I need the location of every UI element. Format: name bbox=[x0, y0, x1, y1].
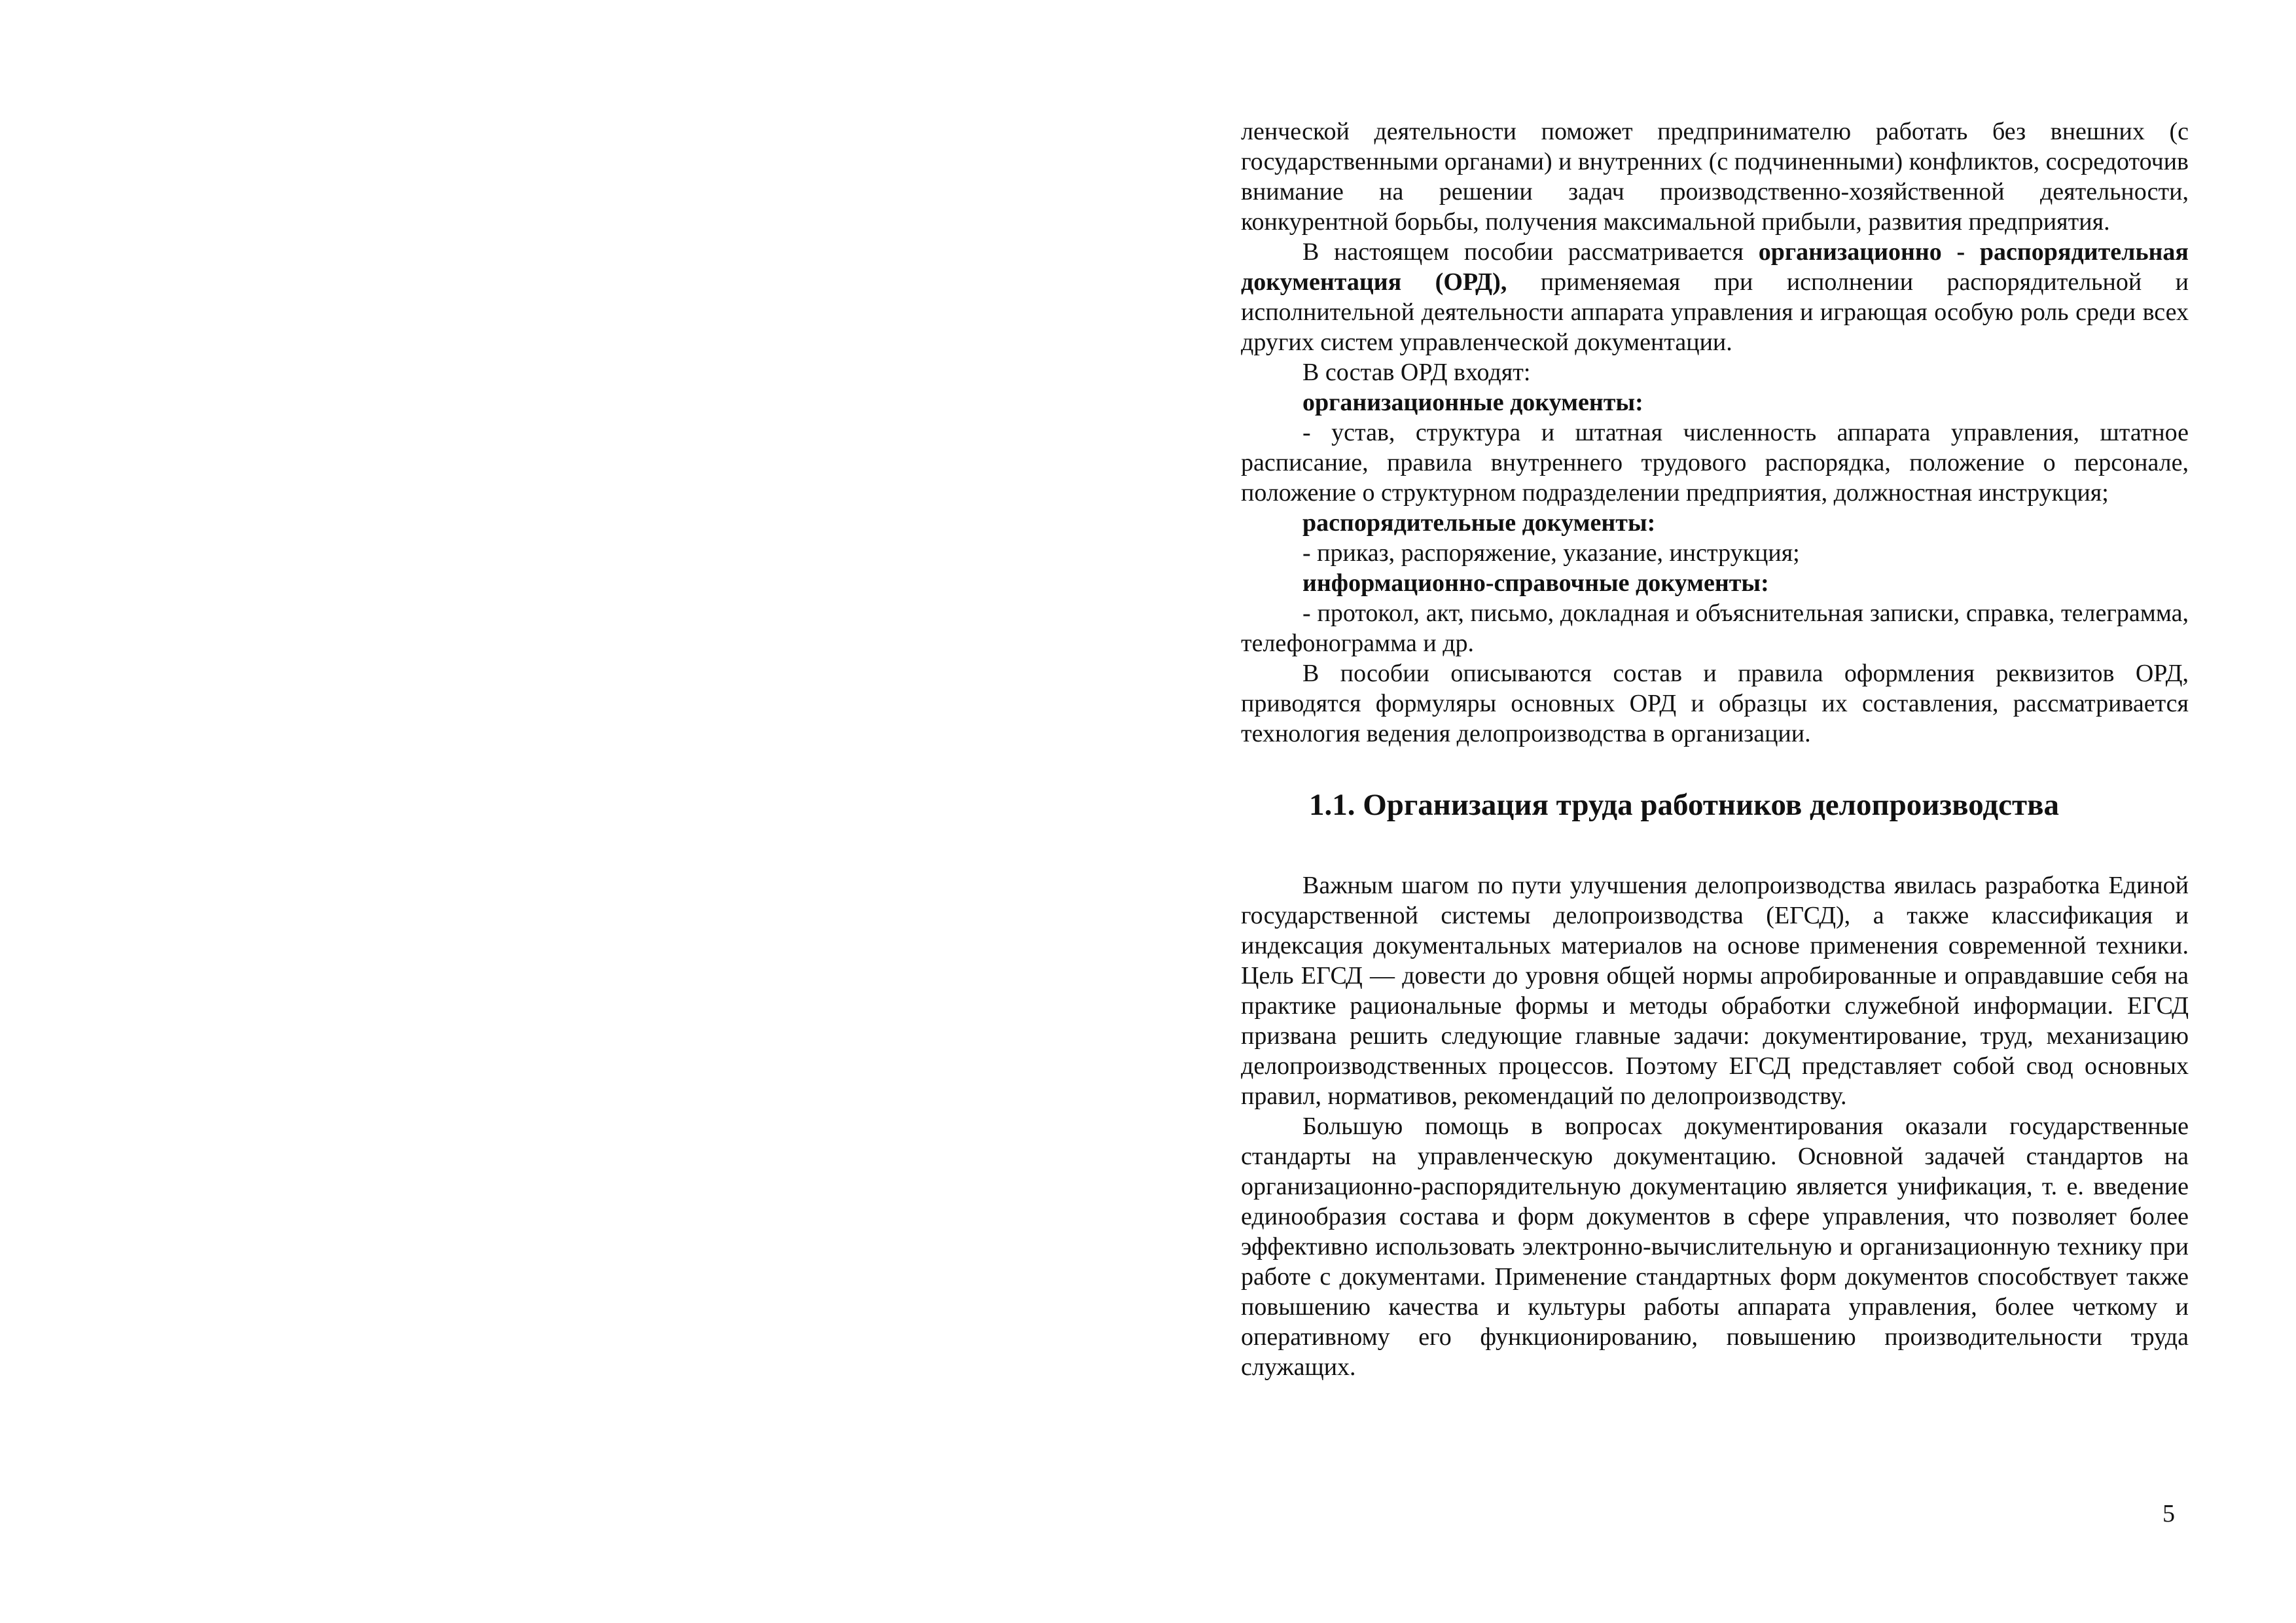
spacer bbox=[1241, 825, 2189, 870]
group-heading-organizational: организационные документы: bbox=[1302, 389, 1643, 416]
group-heading-informational: информационно-справочные документы: bbox=[1302, 569, 1769, 597]
intro-paragraph-2-prefix: В настоящем пособии рассматривается bbox=[1302, 238, 1759, 266]
section-title: 1.1. Организация труда работников делопроизводства bbox=[1309, 788, 2059, 822]
document-page bbox=[1241, 116, 2189, 1382]
page-number: 5 bbox=[2162, 1500, 2175, 1527]
group-items-administrative: - приказ, распоряжение, указание, инструкция; bbox=[1302, 539, 1800, 567]
ord-intro: В состав ОРД входят: bbox=[1302, 359, 1531, 386]
spacer bbox=[1241, 749, 2189, 785]
intro-paragraph-1: ленческой деятельности поможет предпринимателю работать без внешних (с государственными органами) и внутренних (с подчиненными) конфликтов, сосредоточив внимание на решении задач производственно-хозяйственной деятельности, конкурентной борьбы, получения максимальной прибыли, развития предприятия. bbox=[1241, 118, 2189, 236]
ord-term: организационно - распорядительная документация (ОРД), bbox=[1241, 238, 2189, 296]
intro-paragraph-2-suffix: применяемая при исполнении распорядительной и исполнительной деятельности аппарата управления и играющая особую роль среди всех других систем управленческой документации. bbox=[1241, 268, 2189, 356]
group-items-informational: - протокол, акт, письмо, докладная и объяснительная записки, справка, телеграмма, телефонограмма и др. bbox=[1241, 599, 2189, 657]
section-paragraph-2: Большую помощь в вопросах документирования оказали государственные стандарты на управленческую документацию. Основной задачей стандартов на организационно-распорядительную документацию является унификация, т. е. введение единообразия состава и форм документов в сфере управления, что позволяет более эффективно использовать электронно-вычислительную и организационную технику при работе с документами. Применение стандартных форм документов способствует также повышению качества и культуры работы аппарата управления, более четкому и оперативному его функционированию, повышению производительности труда служащих. bbox=[1241, 1113, 2189, 1381]
intro-paragraph-2 bbox=[1241, 237, 2189, 357]
section-paragraph-1: Важным шагом по пути улучшения делопроизводства явилась разработка Единой государственной системы делопроизводства (ЕГСД), а также классификация и индексация документальных материалов на основе применения современной техники. Цель ЕГСД — довести до уровня общей нормы апробированные и оправдавшие себя на практике рациональные формы и методы обработки служебной информации. ЕГСД призвана решить следующие главные задачи: документирование, труд, механизацию делопроизводственных процессов. Поэтому ЕГСД представляет собой свод основных правил, нормативов, рекомендаций по делопроизводству. bbox=[1241, 872, 2189, 1110]
group-items-organizational: - устав, структура и штатная численность аппарата управления, штатное расписание, правила внутреннего трудового распорядка, положение о персонале, положение о структурном подразделении предприятия, должностная инструкция; bbox=[1241, 419, 2189, 507]
group-heading-administrative: распорядительные документы: bbox=[1302, 509, 1656, 537]
intro-paragraph-3: В пособии описываются состав и правила оформления реквизитов ОРД, приводятся формуляры основных ОРД и образцы их составления, рассматривается технология ведения делопроизводства в организации. bbox=[1241, 660, 2189, 747]
